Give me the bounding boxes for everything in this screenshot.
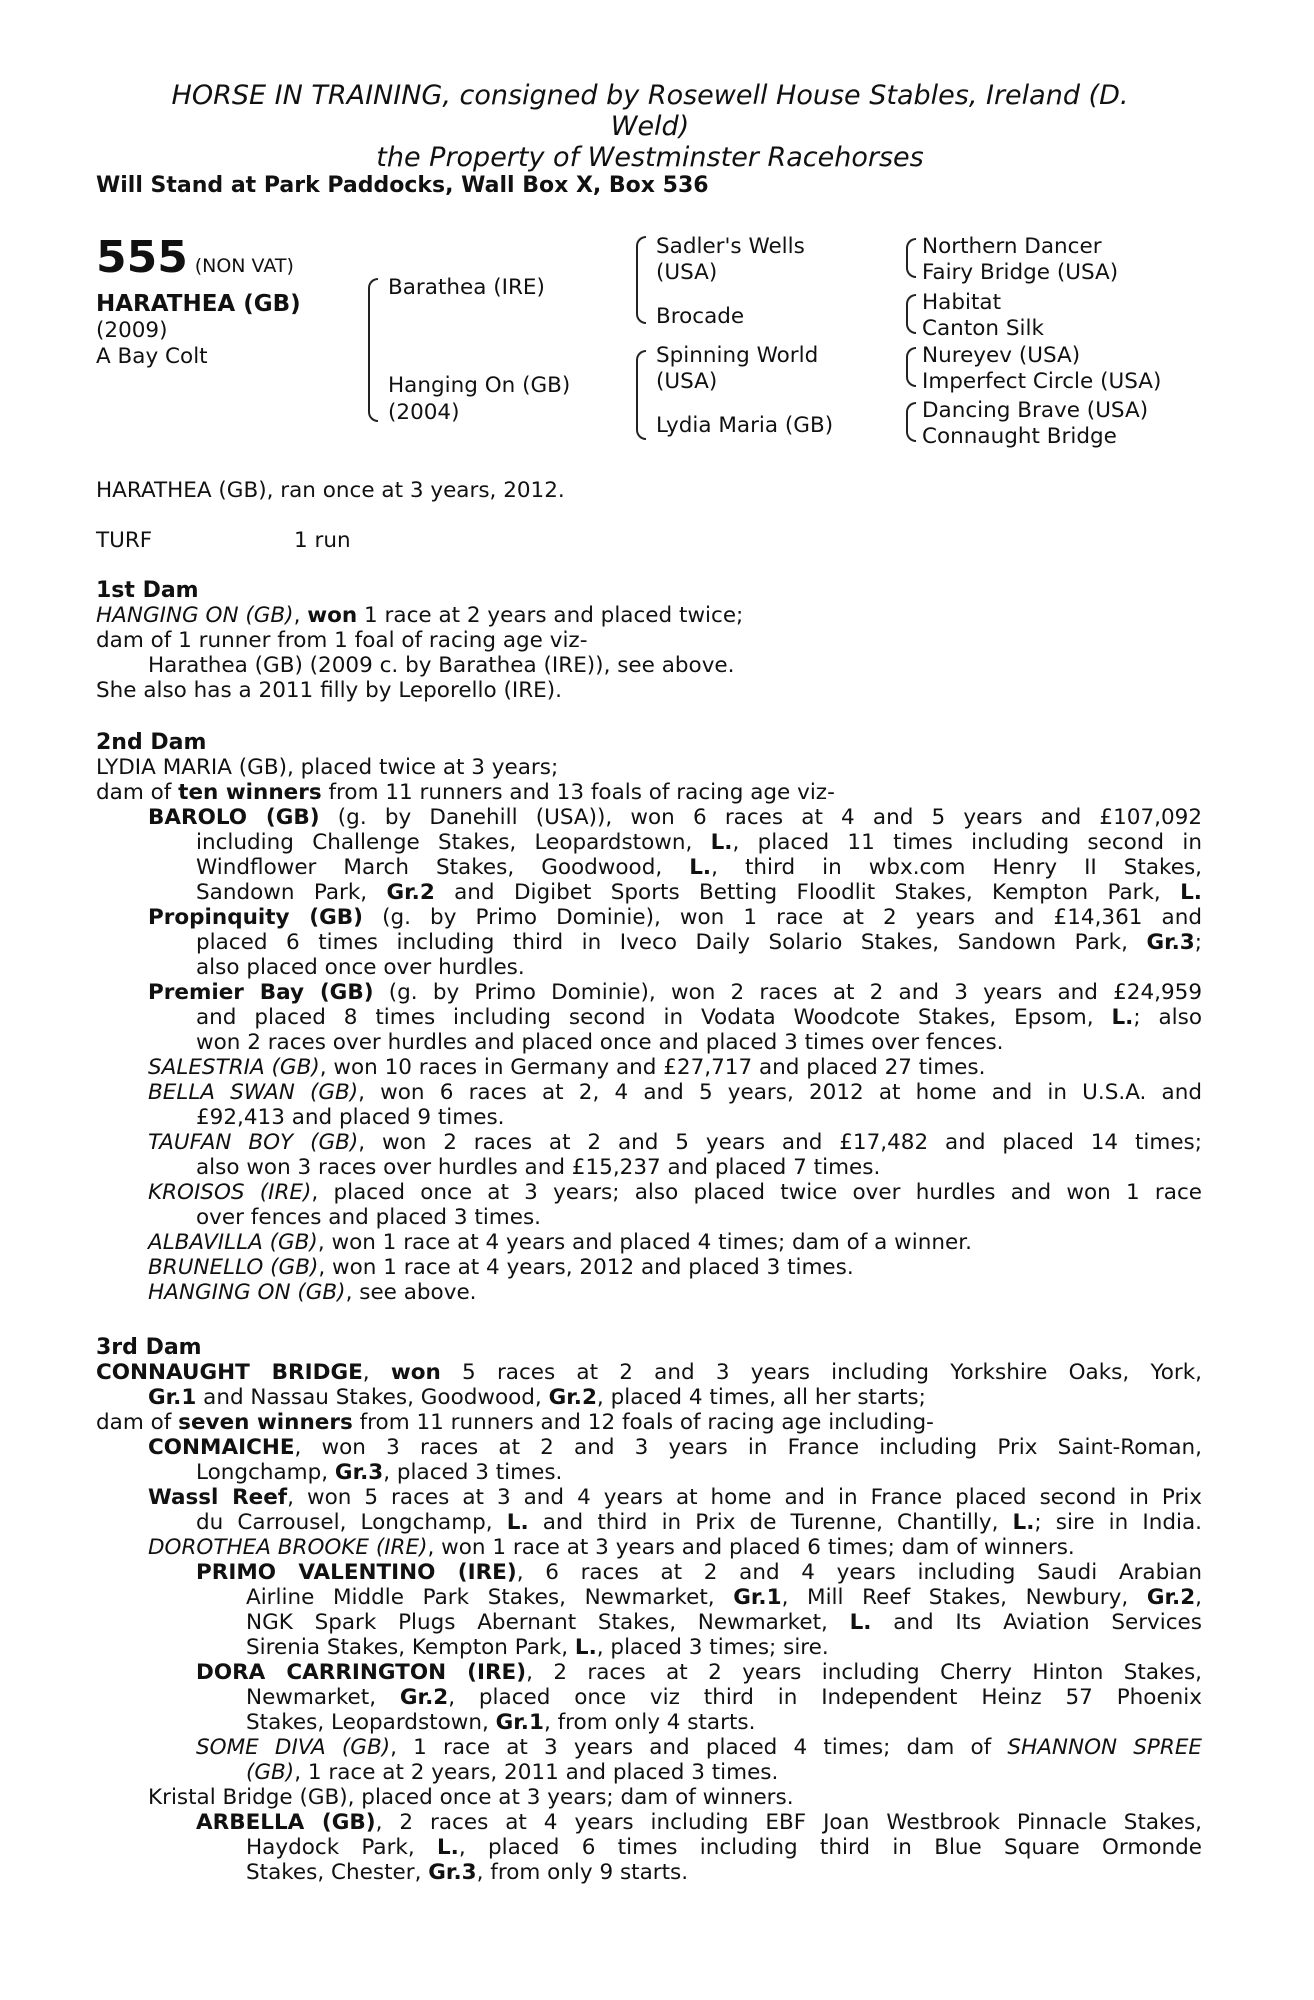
pedigree-g3-1: Northern Dancer [922, 234, 1102, 259]
pedigree-brace-4a [906, 238, 916, 278]
produce-entry-dorothea-brooke: DOROTHEA BROOKE (IRE), won 1 race at 3 years and placed 6 times; dam of winners. [148, 1535, 1075, 1560]
produce-entry-barolo: BAROLO (GB) (g. by Danehill (USA)), won 6 races at 4 and 5 years and £107,092 including Challenge Stakes, Leopardstown, L., placed 11 times including second in Windflower March Stakes, Goodwood, L., third in wbx.com Henry II Stakes, Sandown Park, Gr.2 and Digibet Sports Betting Floodlit Stakes, Kempton Park, L. [148, 805, 1203, 905]
first-dam-produce-item: Harathea (GB) (2009 c. by Barathea (IRE)), see above. [148, 653, 735, 678]
pedigree-sire-sire-2: (USA) [656, 260, 718, 285]
property-line: the Property of Westminster Racehorses [376, 142, 924, 173]
second-dam-section [96, 730, 1202, 1305]
first-dam-produce-summary: dam of 1 runner from 1 foal of racing age viz- [96, 628, 588, 653]
pedigree-brace-4c [906, 347, 916, 387]
first-dam-record: HANGING ON (GB), won 1 race at 2 years and placed twice; [96, 603, 744, 628]
pedigree-g3-8: Connaught Bridge [922, 424, 1117, 449]
pedigree-sire: Barathea (IRE) [388, 275, 545, 300]
produce-entry-kroisos: KROISOS (IRE), placed once at 3 years; also placed twice over hurdles and won 1 race over fences and placed 3 times. [148, 1180, 1202, 1230]
third-dam-heading: 3rd Dam [96, 1335, 202, 1360]
stand-location: Will Stand at Park Paddocks, Wall Box X, Box 536 [96, 173, 709, 198]
first-dam-note: She also has a 2011 filly by Leporello (IRE). [96, 678, 562, 703]
produce-entry-hanging-on: HANGING ON (GB), see above. [148, 1280, 477, 1305]
pedigree-brace-4b [906, 294, 916, 334]
produce-entry-bella-swan: BELLA SWAN (GB), won 6 races at 2, 4 and 5 years, 2012 at home and in U.S.A. and £92,413 and placed 9 times. [148, 1080, 1203, 1130]
produce-entry-some-diva: SOME DIVA (GB), 1 race at 3 years and placed 4 times; dam of SHANNON SPREE (GB), 1 race at 2 years, 2011 and placed 3 times. [196, 1735, 1202, 1785]
pedigree-g3-2: Fairy Bridge (USA) [922, 260, 1119, 285]
second-dam-produce-summary: dam of ten winners from 11 runners and 13 foals of racing age viz- [96, 780, 835, 805]
second-dam-heading: 2nd Dam [96, 730, 207, 755]
first-dam-section [96, 578, 1202, 703]
race-surface: TURF [96, 528, 153, 553]
pedigree-dam-name: Hanging On (GB) [388, 373, 571, 398]
pedigree-dam-year: (2004) [388, 400, 460, 425]
produce-entry-albavilla: ALBAVILLA (GB), won 1 race at 4 years and placed 4 times; dam of a winner. [148, 1230, 972, 1255]
pedigree-g3-6: Imperfect Circle (USA) [922, 369, 1162, 394]
lot-number-block [96, 232, 294, 283]
pedigree-g3-3: Habitat [922, 290, 1001, 315]
race-record-summary: HARATHEA (GB), ran once at 3 years, 2012. [96, 478, 565, 503]
pedigree-brace-dam [636, 350, 646, 440]
race-runs: 1 run [294, 528, 351, 553]
third-dam-section: 3rd Dam CONNAUGHT BRIDGE, won 5 races at 2 and 3 years including Yorkshire Oaks, York, Gr.1 and Nassau Stakes, Goodwood, Gr.2, placed 4 times, all her starts; dam of seven winners from 11 runners and 12 foals of racing age including- CONMAICHE, won 3 races at 2 and 3 years in France including Prix Saint-Roman, Longchamp, Gr.3, placed 3 times. Wassl Reef, won 5 races at 3 and 4 years at home and in France placed second in Prix du Carrousel, Longchamp, L. and third in Prix de Turenne, Chantilly, L.; sire in India. DOROTHEA BROOKE (IRE), won 1 race at 3 years and placed 6 times; dam of winners. PRIMO VALENTINO (IRE), 6 races at 2 and 4 years including Saudi Arabian Airline Middle Park Stakes, Newmarket, Gr.1, Mill Reef Stakes, Newbury, Gr.2, NGK Spark Plugs Abernant Stakes, Newmarket, L. and Its Aviation Services Sirenia Stakes, Kempton Park, L., placed 3 times; sire. DORA CARRINGTON (IRE), 2 races at 2 years including Cherry Hinton Stakes, Newmarket, Gr.2, placed once viz third in Independent Heinz 57 Phoenix Stakes, Leopardstown, Gr.1, from only 4 starts. SOME DIVA (GB), 1 race at 3 years and placed 4 times; dam of SHANNON SPREE (GB), 1 race at 2 years, 2011 and placed 3 times. Kristal Bridge (GB), placed once at 3 years; dam of winners. ARBELLA (GB), 2 races at 4 years including EBF Joan Westbrook Pinnacle Stakes, Haydock Park, L., placed 6 times including third in Blue Square Ormonde Stakes, Chester, Gr.3, from only 9 starts. [96, 1335, 1202, 1885]
produce-entry-primo-valentino: PRIMO VALENTINO (IRE), 6 races at 2 and 4 years including Saudi Arabian Airline Middle Park Stakes, Newmarket, Gr.1, Mill Reef Stakes, Newbury, Gr.2, NGK Spark Plugs Abernant Stakes, Newmarket, L. and Its Aviation Services Sirenia Stakes, Kempton Park, L., placed 3 times; sire. [196, 1560, 1202, 1660]
produce-entry-dora-carrington: DORA CARRINGTON (IRE), 2 races at 2 years including Cherry Hinton Stakes, Newmarket, Gr.2, placed once viz third in Independent Heinz 57 Phoenix Stakes, Leopardstown, Gr.1, from only 4 starts. [196, 1660, 1202, 1735]
consignor-line-2: Weld) [610, 111, 690, 142]
produce-entry-salestria: SALESTRIA (GB), won 10 races in Germany and £27,717 and placed 27 times. [148, 1055, 986, 1080]
pedigree-brace-4d [906, 402, 916, 442]
pedigree-brace-sire [636, 236, 646, 324]
first-dam-heading: 1st Dam [96, 578, 199, 603]
pedigree-dam-sire-2: (USA) [656, 369, 718, 394]
pedigree-g3-4: Canton Silk [922, 316, 1044, 341]
consignor-line-1: HORSE IN TRAINING, consigned by Rosewell House Stables, Ireland (D. [171, 80, 1129, 111]
pedigree-g3-5: Nureyev (USA) [922, 343, 1081, 368]
produce-entry-premier-bay: Premier Bay (GB) (g. by Primo Dominie), won 2 races at 2 and 3 years and £24,959 and placed 8 times including second in Vodata Woodcote Stakes, Epsom, L.; also won 2 races over hurdles and placed once and placed 3 times over fences. [148, 980, 1202, 1055]
pedigree-g3-7: Dancing Brave (USA) [922, 398, 1149, 423]
pedigree-brace-main [368, 278, 378, 422]
foaling-year: (2009) [96, 318, 168, 343]
third-dam-produce-summary: dam of seven winners from 11 runners and 12 foals of racing age including- [96, 1410, 934, 1435]
produce-entry-wassl-reef: Wassl Reef, won 5 races at 3 and 4 years at home and in France placed second in Prix du Carrousel, Longchamp, L. and third in Prix de Turenne, Chantilly, L.; sire in India. [148, 1485, 1202, 1535]
pedigree-sire-sire-1: Sadler's Wells [656, 234, 805, 259]
produce-entry-taufan-boy: TAUFAN BOY (GB), won 2 races at 2 and 5 years and £17,482 and placed 14 times; also won 3 races over hurdles and £15,237 and placed 7 times. [148, 1130, 1202, 1180]
second-dam-record: LYDIA MARIA (GB), placed twice at 3 years; [96, 755, 559, 780]
lot-number: 555 [96, 232, 188, 283]
pedigree-dam-sire-1: Spinning World [656, 343, 819, 368]
produce-entry-arbella: ARBELLA (GB), 2 races at 4 years including EBF Joan Westbrook Pinnacle Stakes, Haydock Park, L., placed 6 times including third in Blue Square Ormonde Stakes, Chester, Gr.3, from only 9 starts. [196, 1810, 1202, 1885]
horse-name: HARATHEA (GB) [96, 291, 301, 317]
produce-entry-brunello: BRUNELLO (GB), won 1 race at 4 years, 2012 and placed 3 times. [148, 1255, 854, 1280]
produce-entry-kristal-bridge: Kristal Bridge (GB), placed once at 3 years; dam of winners. [148, 1785, 794, 1810]
horse-description: A Bay Colt [96, 344, 208, 369]
produce-entry-conmaiche: CONMAICHE, won 3 races at 2 and 3 years in France including Prix Saint-Roman, Longchamp, Gr.3, placed 3 times. [148, 1435, 1202, 1485]
vat-status: (NON VAT) [194, 255, 294, 277]
pedigree-dam-dam: Lydia Maria (GB) [656, 413, 834, 438]
pedigree-sire-dam: Brocade [656, 304, 745, 329]
produce-entry-propinquity: Propinquity (GB) (g. by Primo Dominie), won 1 race at 2 years and £14,361 and placed 6 times including third in Iveco Daily Solario Stakes, Sandown Park, Gr.3; also placed once over hurdles. [148, 905, 1203, 980]
third-dam-record: CONNAUGHT BRIDGE, won 5 races at 2 and 3 years including Yorkshire Oaks, York, [96, 1360, 1202, 1385]
